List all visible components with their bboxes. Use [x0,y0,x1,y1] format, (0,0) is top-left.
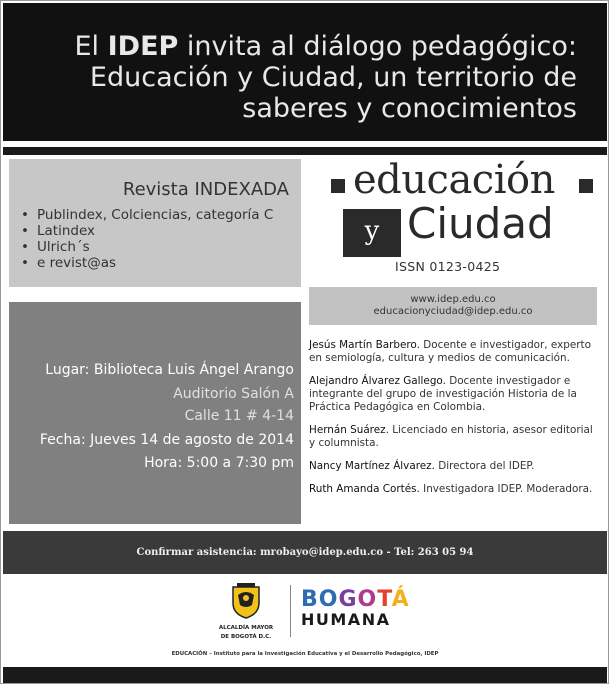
event-auditorio: Auditorio Salón A [173,386,294,402]
title-line-3: saberes y conocimientos [242,93,577,124]
title-lead: El [74,31,108,62]
event-hora: Hora: 5:00 a 7:30 pm [144,455,294,471]
logo-square-right [579,179,593,193]
footer-bar [3,667,607,683]
event-fecha: Fecha: Jueves 14 de agosto de 2014 [39,432,294,448]
rsvp-text: Confirmar asistencia: mrobayo@idep.edu.co - Tel: 263 05 94 [136,547,474,558]
list-item: • Publindex, Colciencias, categoría C [37,207,273,223]
speaker-name: Hernán Suárez. [309,424,389,436]
speaker-name: Jesús Martín Barbero. [309,339,420,351]
title-line-2: Educación y Ciudad, un territorio de [89,62,577,93]
event-direccion: Calle 11 # 4-14 [184,408,294,424]
speaker-entry [309,375,599,414]
bogota-letter: T [377,587,392,612]
humana-wordmark: HUMANA [301,610,391,629]
bogota-letter: B [301,587,319,612]
speaker-entry [309,483,599,496]
speaker-entry [309,460,599,473]
issn: ISSN 0123-0425 [395,259,501,274]
speaker-desc: Directora del IDEP. [434,460,535,472]
list-item: • e revist@as [37,255,273,271]
speaker-desc: Licenciado en historia, asesor editorial y columnista. [309,424,593,449]
speaker-name: Alejandro Álvarez Gallego. [309,375,446,387]
footer-text: EDUCACIÓN – Instituto para la Investigación Educativa y el Desarrollo Pedagógico, IDEP [171,651,439,657]
bogota-letter: Á [391,587,410,612]
coat-of-arms-icon [229,583,263,619]
speaker-name: Nancy Martínez Álvarez. [309,460,435,472]
logo-word-ciudad: Ciudad [407,199,554,248]
title-rest: invita al diálogo pedagógico: [178,31,577,62]
bogota-letter: O [357,587,378,612]
bogota-letter: O [318,587,339,612]
website-link[interactable]: www.idep.edu.co [410,294,496,305]
indexada-list [37,207,273,271]
bogota-letter: G [338,587,358,612]
rsvp-bar [3,531,607,574]
alcaldia-line-2: DE BOGOTÁ D.C. [220,633,272,640]
logo-y-box: y [343,209,401,257]
journal-logo [321,157,601,277]
contact-box [309,287,597,325]
speaker-entry [309,339,599,365]
logo-word-educacion: educación [353,157,555,203]
speaker-desc: Docente e investigador, experto en semiología, cultura y medios de comunicación. [309,339,591,364]
bogota-wordmark [301,589,410,611]
alcaldia-line-1: ALCALDÍA MAYOR [218,625,274,631]
speaker-entry [309,424,599,450]
alcaldia-logo [211,583,281,643]
list-item: • Latindex [37,223,273,239]
title-brand: IDEP [107,31,179,62]
bogota-humana-logo [301,589,410,629]
header-rule [3,147,607,155]
speaker-name: Ruth Amanda Cortés. [309,483,420,495]
speaker-desc: Docente investigador e integrante del grupo de investigación Historia de la Práctica Pedagógica en Colombia. [309,375,577,413]
indexada-box [9,159,301,287]
indexada-heading: Revista INDEXADA [122,179,289,200]
email-link[interactable]: educacionyciudad@idep.edu.co [373,306,533,317]
logo-divider [290,585,291,637]
invitation-title [17,31,577,124]
header-banner [3,3,607,141]
event-lugar: Lugar: Biblioteca Luis Ángel Arango [45,362,294,378]
logo-square-left [331,179,345,193]
list-item: • Ulrich´s [37,239,273,255]
event-details-box [9,302,301,524]
speakers-list [309,339,599,506]
speaker-desc: Investigadora IDEP. Moderadora. [419,483,593,495]
